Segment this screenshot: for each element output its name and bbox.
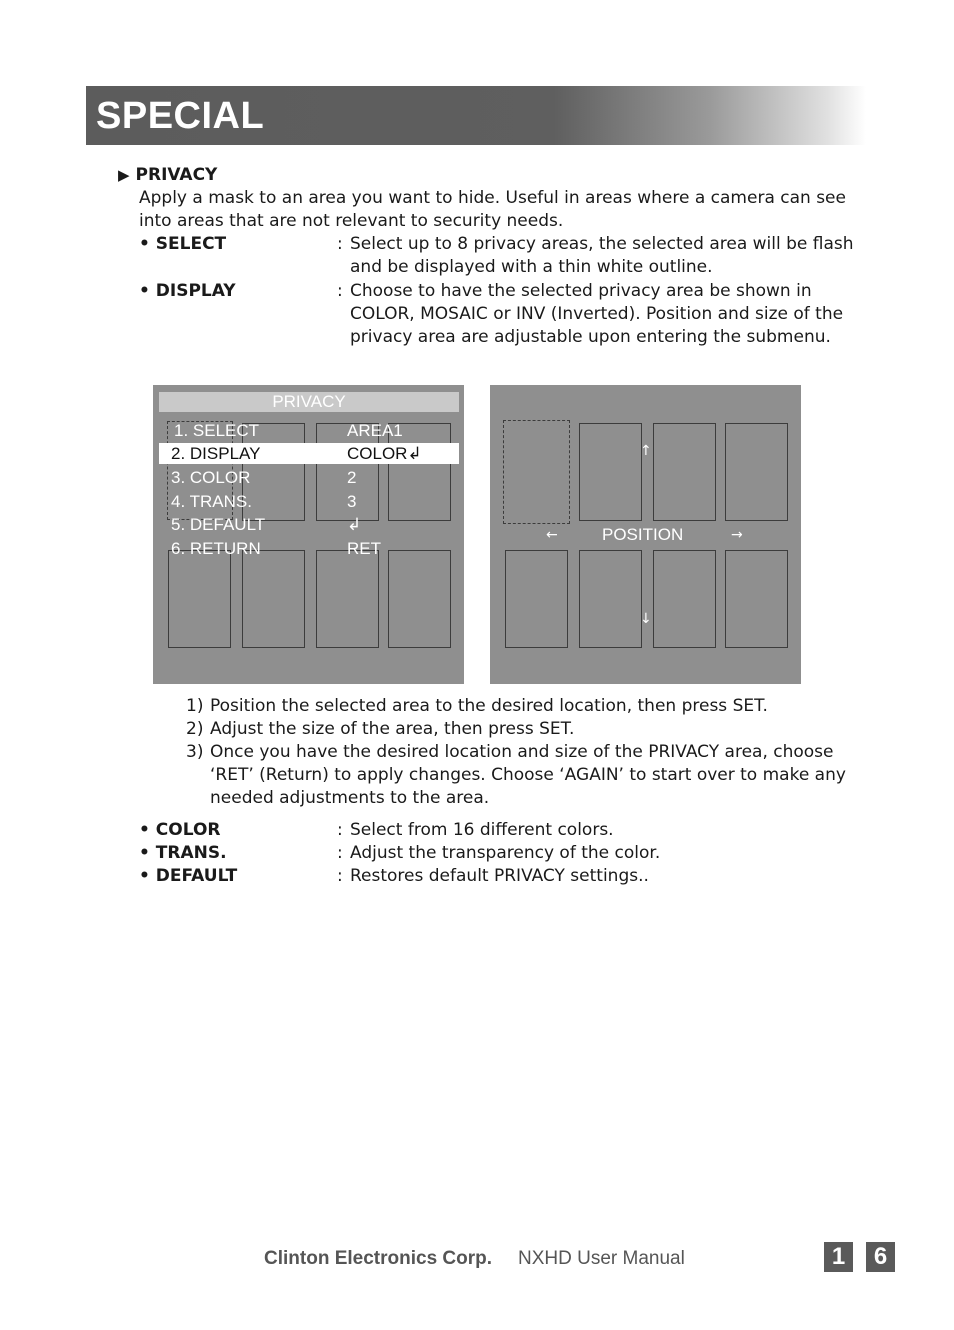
definition-desc: Select up to 8 privacy areas, the selected area will be flash and be displayed with a thin white outline. bbox=[350, 234, 854, 277]
definition-desc: Adjust the transparency of the color. bbox=[350, 843, 661, 863]
osd-row-label: 6. RETURN bbox=[171, 539, 261, 558]
definition-default bbox=[139, 865, 869, 888]
arrow-left-icon: ← bbox=[546, 527, 558, 543]
definition-colon: : bbox=[337, 820, 343, 840]
osd-menu-row-default bbox=[159, 514, 459, 535]
privacy-area-cell bbox=[725, 423, 788, 521]
osd-row-value: ↲ bbox=[347, 515, 362, 534]
privacy-area-cell bbox=[579, 550, 642, 648]
definition-term: • DEFAULT bbox=[139, 866, 238, 886]
privacy-area-cell bbox=[505, 550, 568, 648]
osd-menu-row-select bbox=[159, 420, 459, 441]
privacy-area-cell bbox=[168, 550, 231, 648]
privacy-area-cell bbox=[725, 550, 788, 648]
definition-colon: : bbox=[337, 866, 343, 886]
osd-menu-panel bbox=[153, 385, 464, 684]
definition-term: • COLOR bbox=[139, 820, 221, 840]
osd-row-label: 5. DEFAULT bbox=[171, 515, 266, 534]
step-text: Adjust the size of the area, then press SET. bbox=[210, 719, 575, 739]
page-number-digit: 6 bbox=[866, 1242, 895, 1272]
osd-menu-row-return bbox=[159, 538, 459, 559]
definition-colon: : bbox=[337, 234, 343, 254]
step-text: Once you have the desired location and size of the PRIVACY area, choose ‘RET’ (Return) to apply changes. Choose ‘AGAIN’ to start over to make any needed adjustments to the area. bbox=[210, 742, 846, 808]
definition-desc: Select from 16 different colors. bbox=[350, 820, 614, 840]
step-number: 3) bbox=[186, 742, 204, 762]
position-label: POSITION bbox=[602, 525, 684, 544]
arrow-right-icon: → bbox=[731, 527, 743, 543]
osd-menu-row-display bbox=[159, 443, 459, 464]
section-header-bar bbox=[86, 86, 866, 145]
definition-term: • DISPLAY bbox=[139, 281, 236, 301]
definition-desc: Choose to have the selected privacy area be shown in COLOR, MOSAIC or INV (Inverted). Position and size of the privacy area are adjustable upon entering the submenu. bbox=[350, 281, 844, 347]
osd-row-label: 4. TRANS. bbox=[171, 492, 252, 511]
osd-row-value: COLOR↲ bbox=[347, 444, 422, 463]
osd-row-value: RET bbox=[347, 539, 381, 558]
privacy-area-cell bbox=[388, 550, 451, 648]
triangle-bullet-icon: ▶ bbox=[118, 166, 130, 184]
arrow-up-icon: ↑ bbox=[640, 443, 652, 459]
step-item bbox=[186, 695, 876, 718]
step-number: 2) bbox=[186, 719, 204, 739]
step-item bbox=[186, 718, 876, 741]
footer-company: Clinton Electronics Corp. bbox=[264, 1248, 493, 1269]
definition-term: • SELECT bbox=[139, 234, 227, 254]
definition-select bbox=[139, 233, 869, 279]
osd-row-value: 2 bbox=[347, 468, 357, 487]
definition-desc: Restores default PRIVACY settings.. bbox=[350, 866, 649, 886]
definition-trans bbox=[139, 842, 869, 865]
osd-row-value: AREA1 bbox=[347, 421, 403, 440]
osd-row-label: 2. DISPLAY bbox=[171, 444, 261, 463]
step-number: 1) bbox=[186, 696, 204, 716]
osd-menu-title: PRIVACY bbox=[159, 392, 459, 412]
osd-menu-row-trans bbox=[159, 491, 459, 512]
step-item bbox=[186, 741, 876, 810]
definition-colon: : bbox=[337, 281, 343, 301]
section-heading-label: PRIVACY bbox=[135, 165, 218, 185]
osd-menu-row-color bbox=[159, 467, 459, 488]
footer-manual-title: NXHD User Manual bbox=[518, 1248, 685, 1269]
definition-term: • TRANS. bbox=[139, 843, 227, 863]
osd-row-value: 3 bbox=[347, 492, 357, 511]
page-title: SPECIAL bbox=[96, 95, 265, 137]
privacy-area-cell bbox=[242, 550, 305, 648]
definition-display bbox=[139, 280, 869, 372]
step-text: Position the selected area to the desired location, then press SET. bbox=[210, 696, 768, 716]
steps-list bbox=[186, 695, 876, 810]
section-intro: Apply a mask to an area you want to hide. Useful in areas where a camera can see into areas that are not relevant to security needs. bbox=[139, 188, 846, 231]
osd-row-label: 1. SELECT bbox=[174, 421, 260, 440]
section-heading bbox=[118, 164, 217, 186]
definition-colon: : bbox=[337, 843, 343, 863]
privacy-area-cell bbox=[316, 550, 379, 648]
page-number-digit: 1 bbox=[824, 1242, 853, 1272]
privacy-area-selected-outline bbox=[503, 420, 570, 524]
osd-row-label: 3. COLOR bbox=[171, 468, 251, 487]
osd-position-panel bbox=[490, 385, 801, 684]
privacy-area-cell bbox=[653, 423, 716, 521]
arrow-down-icon: ↓ bbox=[640, 611, 652, 627]
privacy-area-cell bbox=[653, 550, 716, 648]
privacy-area-cell bbox=[579, 423, 642, 521]
definition-color bbox=[139, 819, 869, 842]
